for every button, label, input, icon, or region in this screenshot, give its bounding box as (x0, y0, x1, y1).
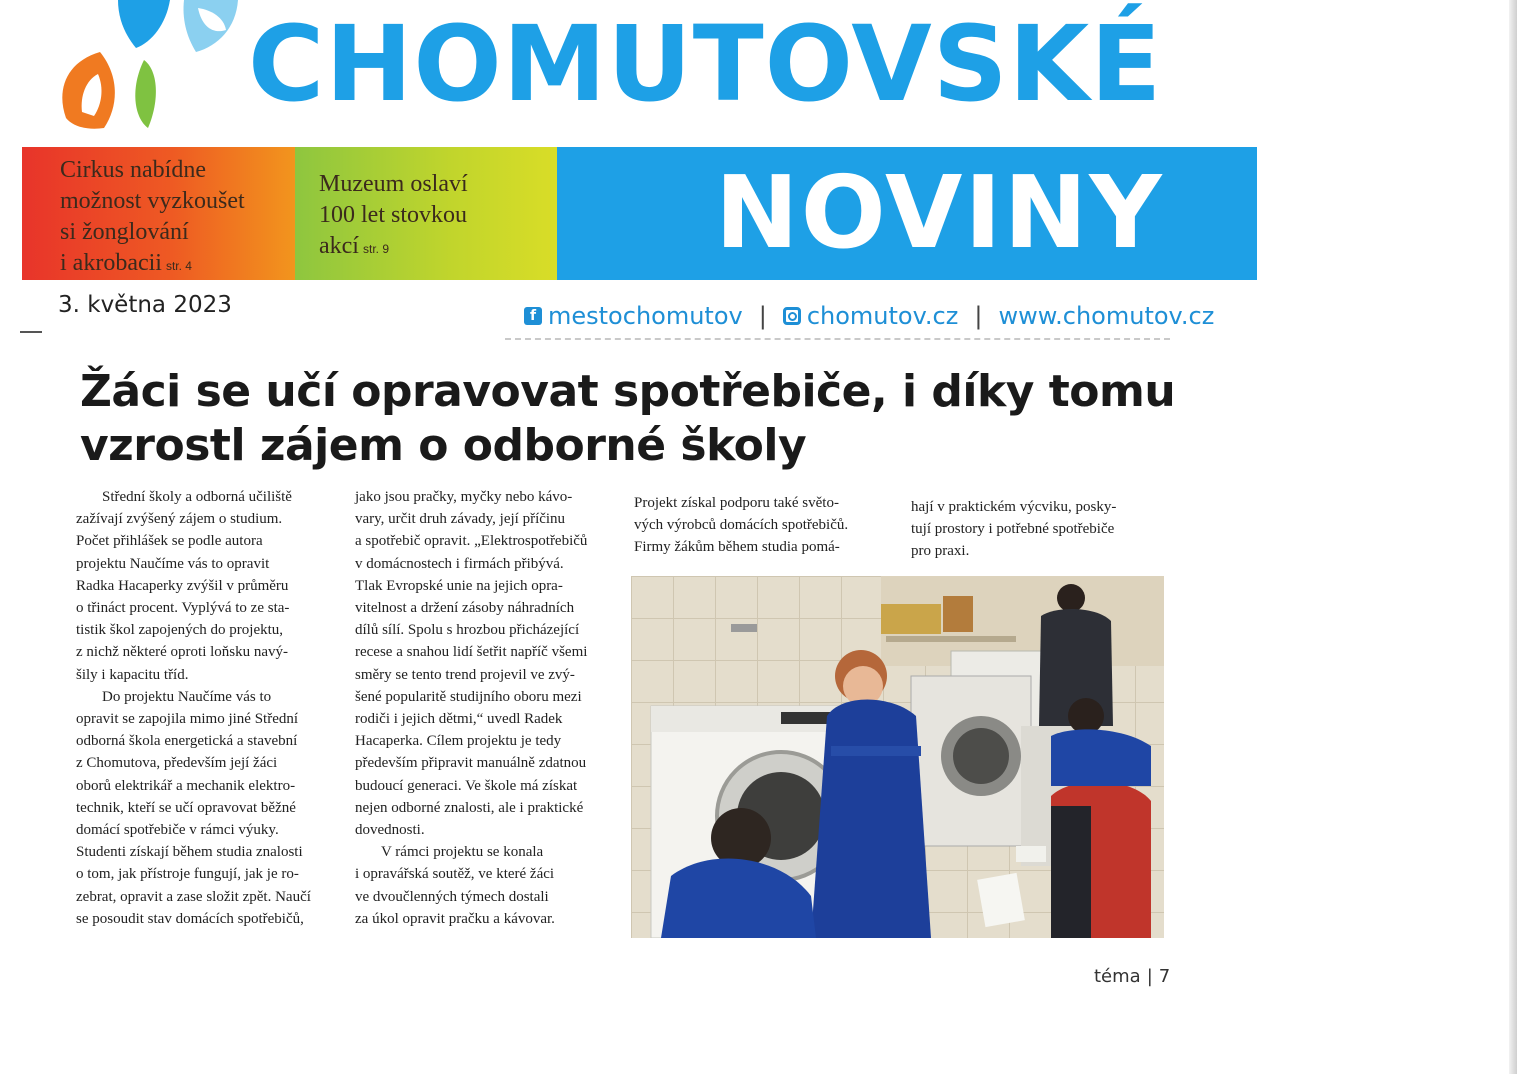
teaser-panel-museum[interactable] (295, 147, 557, 280)
teaser-line: 100 let stovkou (319, 202, 467, 228)
divider: | (974, 302, 983, 330)
teaser-page-ref: str. 9 (362, 242, 389, 256)
text-line: vary, určit druh závady, její příčinu (355, 511, 566, 528)
text-line: hají v praktickém výcviku, posky- (911, 499, 1117, 515)
teaser-line: akcí (319, 233, 359, 259)
text-line: opravit se zapojila mimo jiné Střední (76, 711, 299, 728)
text-line: Studenti získají během studia znalosti (76, 844, 303, 861)
text-line: domácí spotřebiče v rámci výuky. (76, 822, 279, 839)
teaser-museum (319, 169, 549, 265)
text-line: ve dvoučlenných týmech dostali (355, 888, 549, 905)
text-line: šené popularitě studijního oboru mezi (355, 688, 582, 705)
masthead-band (557, 147, 1257, 280)
teaser-line: možnost vyzkoušet (60, 188, 245, 214)
text-line: Projekt získal podporu také světo- (634, 495, 839, 511)
facebook-link[interactable]: mestochomutov (548, 302, 743, 330)
text-line: Počet přihlášek se podle autora (76, 533, 263, 550)
text-line: zažívají zvýšený zájem o studium. (76, 511, 283, 528)
teaser-page-ref: str. 4 (165, 259, 192, 273)
masthead-subtitle: NOVINY (715, 154, 1164, 271)
social-links (524, 298, 1214, 334)
instagram-link[interactable]: chomutov.cz (806, 302, 959, 330)
text-line: o tom, jak přístroje fungují, jak je ro- (76, 866, 299, 883)
text-line: za úkol opravit pračku a kávovar. (355, 910, 555, 927)
website-link[interactable]: www.chomutov.cz (998, 302, 1215, 330)
divider (20, 331, 42, 333)
text-line: vých výrobců domácích spotřebičů. (634, 517, 849, 534)
text-line: o třináct procent. Vyplývá to ze sta- (76, 600, 290, 617)
text-line: jako jsou pračky, myčky nebo kávo- (355, 489, 573, 505)
section-label: téma (1094, 966, 1141, 987)
teaser-line: i akrobacii (60, 250, 162, 276)
divider: | (1146, 966, 1153, 987)
text-line: dílů sílí. Spolu s hrozbou přicházející (355, 622, 580, 639)
text-line: i opravářská soutěž, ve které žáci (355, 866, 555, 883)
article-column-3 (634, 492, 894, 559)
teaser-panel-circus[interactable] (22, 147, 295, 280)
page-edge (1509, 0, 1517, 1074)
text-line: Střední školy a odborná učiliště (102, 489, 292, 505)
text-line: tují prostory i potřebné spotřebiče (911, 521, 1115, 538)
page-footer (1094, 966, 1170, 987)
text-line: nejen odborné znalosti, ale i praktické (355, 799, 584, 816)
divider: | (758, 302, 767, 330)
text-line: recese a snahou lidí šetřit napříč všemi (355, 644, 588, 661)
text-line: budoucí generaci. Ve škole má získat (355, 777, 578, 794)
divider (505, 338, 1170, 340)
article-headline (80, 365, 1180, 473)
text-line: v domácnostech i firmách přibývá. (355, 555, 564, 572)
text-line: Tlak Evropské unie na jejich opra- (355, 577, 563, 594)
photo-illustration (631, 576, 1164, 938)
text-line: se posoudit stav domácích spotřebičů, (76, 910, 304, 927)
masthead-title: CHOMUTOVSKÉ (248, 3, 1163, 125)
text-line: Radka Hacaperky zvýšil v průměru (76, 577, 289, 594)
article-column-1 (76, 486, 332, 930)
text-line: vitelnost a držení zásoby náhradních (355, 600, 575, 617)
text-line: z nichž některé oproti loňsku navý- (76, 644, 289, 661)
teaser-line: si žonglování (60, 219, 189, 245)
article-column-4 (911, 496, 1161, 563)
text-line: směry se tento trend projevil ve zvý- (355, 666, 575, 683)
text-line: technik, kteří se učí opravovat běžné (76, 799, 296, 816)
page-number: 7 (1158, 966, 1171, 987)
issue-date: 3. května 2023 (58, 292, 232, 318)
teaser-line: Muzeum oslaví (319, 171, 468, 197)
text-line: a spotřebič opravit. „Elektrospotřebičů (355, 533, 588, 550)
text-line: Hacaperka. Cílem projektu je tedy (355, 733, 562, 750)
text-line: projektu Naučíme vás to opravit (76, 555, 270, 572)
text-line: dovednosti. (355, 822, 425, 839)
facebook-icon: f (524, 307, 542, 325)
teaser-circus (60, 155, 290, 282)
text-line: rodiči i jejich dětmi,“ uvedl Radek (355, 711, 563, 728)
text-line: z Chomutova, především její žáci (76, 755, 278, 772)
instagram-icon (783, 307, 801, 325)
text-line: odborná škola energetická a stavební (76, 733, 298, 750)
text-line: Do projektu Naučíme vás to (102, 688, 272, 705)
article-column-2 (355, 486, 610, 930)
text-line: tistik škol zapojených do projektu, (76, 622, 284, 639)
city-logo-icon (48, 0, 248, 135)
article-photo (631, 576, 1164, 938)
headline-line: vzrostl zájem o odborné školy (80, 420, 807, 471)
teaser-line: Cirkus nabídne (60, 157, 206, 183)
text-line: oborů elektrikář a mechanik elektro- (76, 777, 296, 794)
text-line: Firmy žákům během studia pomá- (634, 539, 840, 556)
headline-line: Žáci se učí opravovat spotřebiče, i díky tomu (80, 366, 1176, 417)
text-line: šily i kapacitu tříd. (76, 666, 189, 683)
text-line: V rámci projektu se konala (381, 844, 544, 861)
text-line: především připravit manuálně zdatnou (355, 755, 587, 772)
text-line: pro praxi. (911, 543, 970, 560)
text-line: zebrat, opravit a zase složit zpět. Naučí (76, 888, 311, 905)
